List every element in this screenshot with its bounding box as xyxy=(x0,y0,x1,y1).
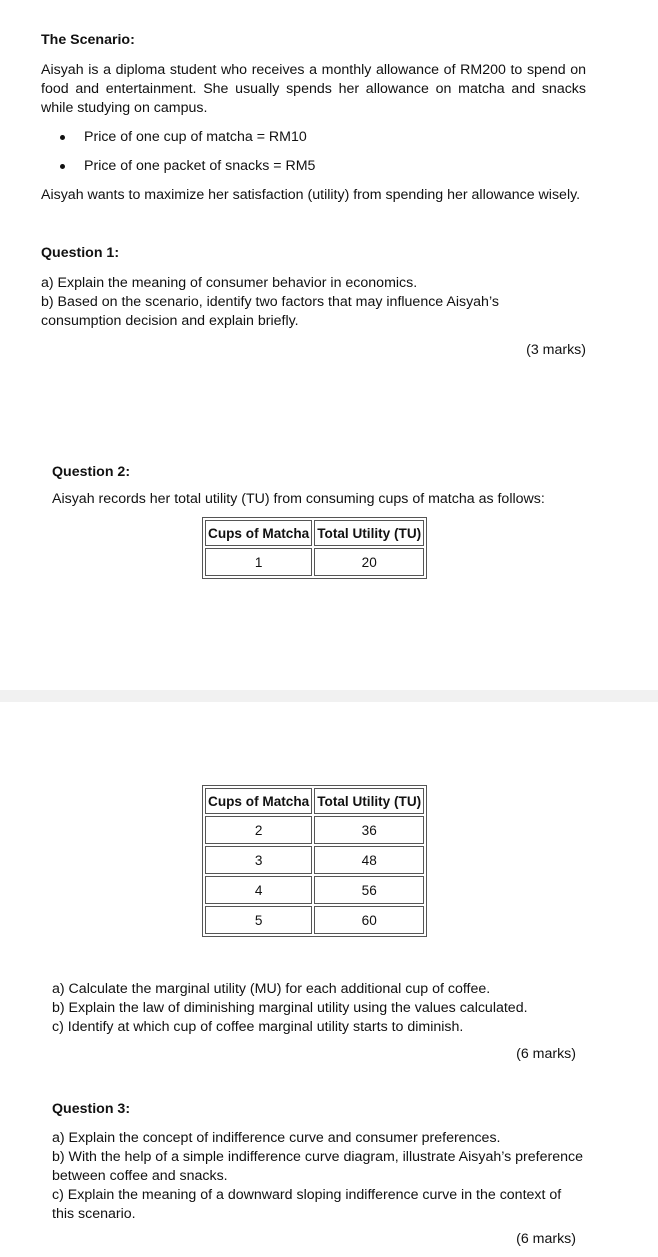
table-row xyxy=(205,816,424,844)
question1-heading: Question 1: xyxy=(41,245,120,261)
table-cell-cups: 1 xyxy=(205,548,312,576)
document-page-2 xyxy=(0,702,658,1257)
question3-heading: Question 3: xyxy=(52,1101,131,1117)
table-cell-cups: 5 xyxy=(205,906,312,934)
table-cell-tu: 36 xyxy=(314,816,424,844)
table-header-row xyxy=(205,788,424,814)
table-row xyxy=(205,876,424,904)
table-cell-cups: 4 xyxy=(205,876,312,904)
question1-body xyxy=(41,274,586,331)
question3-line: c) Explain the meaning of a downward sloping indifference curve in the context of xyxy=(52,1187,562,1203)
question2-body xyxy=(52,980,612,1037)
question2-line: a) Calculate the marginal utility (MU) for each additional cup of coffee. xyxy=(52,981,491,997)
utility-table-part2 xyxy=(202,785,427,937)
question1-line: consumption decision and explain briefly. xyxy=(41,313,299,329)
question1-marks: (3 marks) xyxy=(526,342,586,358)
question2-line: b) Explain the law of diminishing marginal utility using the values calculated. xyxy=(52,1000,528,1016)
table-row xyxy=(205,846,424,874)
page-separator xyxy=(0,690,658,702)
scenario-goal: Aisyah wants to maximize her satisfaction (utility) from spending her allowance wisely. xyxy=(41,187,581,203)
table-header-cups: Cups of Matcha xyxy=(205,788,312,814)
table-header-row xyxy=(205,520,424,546)
table-row xyxy=(205,548,424,576)
scenario-paragraph xyxy=(41,61,586,118)
scenario-line: while studying on campus. xyxy=(41,100,208,116)
bullet-dot-icon xyxy=(60,135,65,140)
question2-heading: Question 2: xyxy=(52,464,131,480)
table-header-cups: Cups of Matcha xyxy=(205,520,312,546)
question3-marks: (6 marks) xyxy=(516,1231,576,1247)
scenario-line: Aisyah is a diploma student who receives a monthly allowance of RM200 to spend on xyxy=(41,62,586,78)
question2-line: c) Identify at which cup of coffee marginal utility starts to diminish. xyxy=(52,1019,464,1035)
table-header-tu: Total Utility (TU) xyxy=(314,520,424,546)
table-row xyxy=(205,906,424,934)
table-cell-tu: 48 xyxy=(314,846,424,874)
table-cell-tu: 60 xyxy=(314,906,424,934)
scenario-line: food and entertainment. She usually spends her allowance on matcha and snacks xyxy=(41,81,586,97)
table-cell-cups: 2 xyxy=(205,816,312,844)
utility-table-part1 xyxy=(202,517,427,579)
question3-line: a) Explain the concept of indifference curve and consumer preferences. xyxy=(52,1130,501,1146)
question3-body xyxy=(52,1129,622,1224)
question3-line: b) With the help of a simple indifference curve diagram, illustrate Aisyah’s preference xyxy=(52,1149,583,1165)
bullet-dot-icon xyxy=(60,164,65,169)
scenario-heading: The Scenario: xyxy=(41,32,135,48)
price-bullet-text: Price of one packet of snacks = RM5 xyxy=(84,158,316,174)
table-cell-tu: 56 xyxy=(314,876,424,904)
question2-marks: (6 marks) xyxy=(516,1046,576,1062)
table-cell-cups: 3 xyxy=(205,846,312,874)
question3-line: this scenario. xyxy=(52,1206,136,1222)
question1-line: b) Based on the scenario, identify two factors that may influence Aisyah’s xyxy=(41,294,499,310)
table-header-tu: Total Utility (TU) xyxy=(314,788,424,814)
question2-intro: Aisyah records her total utility (TU) from consuming cups of matcha as follows: xyxy=(52,491,545,507)
question3-line: between coffee and snacks. xyxy=(52,1168,228,1184)
question1-line: a) Explain the meaning of consumer behavior in economics. xyxy=(41,275,418,291)
price-bullet-text: Price of one cup of matcha = RM10 xyxy=(84,129,307,145)
table-cell-tu: 20 xyxy=(314,548,424,576)
